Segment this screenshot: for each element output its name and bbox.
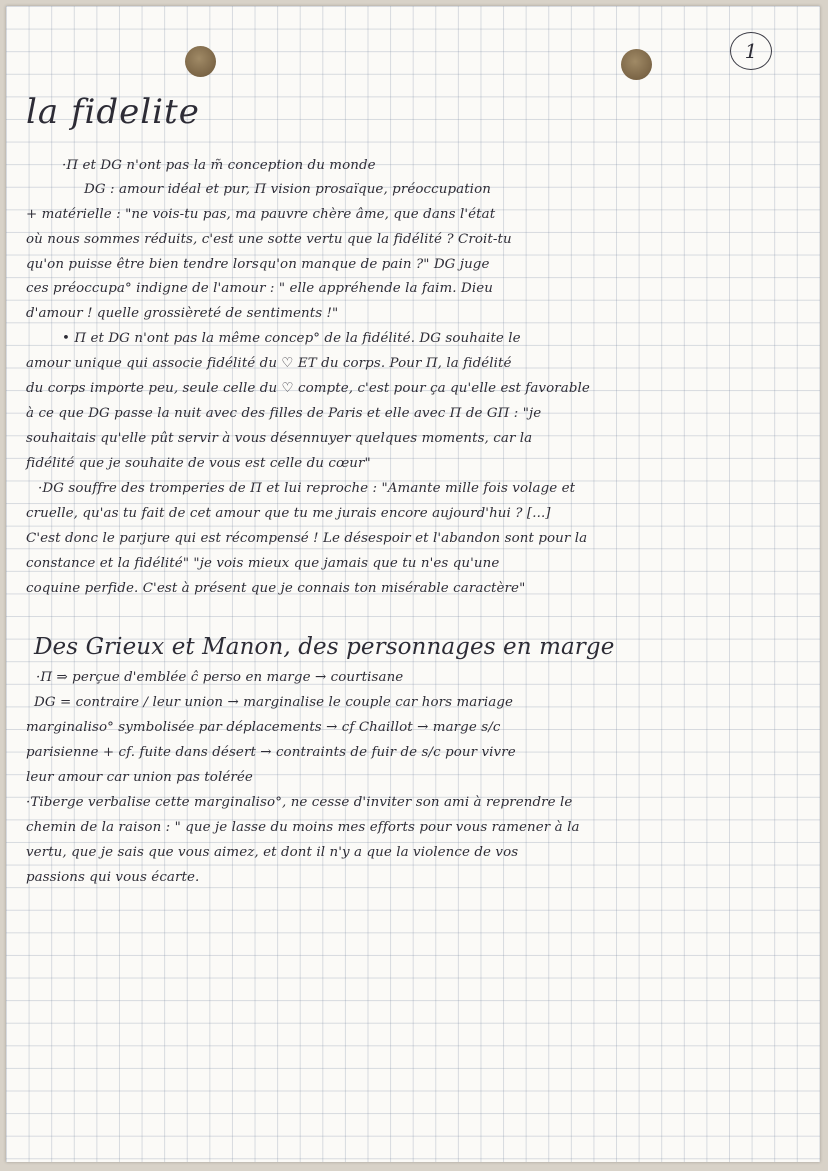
section-heading: Des Grieux et Manon, des personnages en marge [34, 634, 615, 660]
text-line: ·Π ⇒ perçue d'emblée ĉ perso en marge → courtisane [36, 670, 404, 685]
page-title: la fidelite [26, 92, 200, 132]
text-line: du corps importe peu, seule celle du ♡ compte, c'est pour ça qu'elle est favorable [26, 381, 590, 396]
text-line: chemin de la raison : " que je lasse du moins mes efforts pour vous ramener à la [26, 820, 580, 835]
text-line: + matérielle : "ne vois-tu pas, ma pauvre chère âme, que dans l'état [26, 207, 496, 222]
text-line: d'amour ! quelle grossièreté de sentiments !" [26, 306, 339, 321]
text-line: • Π et DG n'ont pas la même concep° de la fidélité. DG souhaite le [62, 331, 521, 346]
text-line: C'est donc le parjure qui est récompensé ! Le désespoir et l'abandon sont pour la [26, 531, 588, 546]
text-line: parisienne + cf. fuite dans désert → contraints de fuir de s/c pour vivre [26, 745, 516, 760]
text-line: DG = contraire / leur union → marginalise le couple car hors mariage [34, 695, 514, 710]
text-line: leur amour car union pas tolérée [26, 770, 253, 785]
text-line: coquine perfide. C'est à présent que je connais ton misérable caractère" [26, 581, 526, 596]
notebook-page [6, 6, 820, 1162]
text-line: où nous sommes réduits, c'est une sotte vertu que la fidélité ? Croit-tu [26, 232, 512, 247]
text-line: ·DG souffre des tromperies de Π et lui reproche : "Amante mille fois volage et [38, 481, 576, 496]
text-line: ces préoccupa° indigne de l'amour : " elle appréhende la faim. Dieu [26, 281, 493, 296]
binder-hole-right [621, 49, 652, 80]
text-line: souhaitais qu'elle pût servir à vous désennuyer quelques moments, car la [26, 431, 533, 446]
page-number: 1 [730, 32, 772, 70]
text-line: fidélité que je souhaite de vous est celle du cœur" [26, 456, 371, 471]
text-line: vertu, que je sais que vous aimez, et dont il n'y a que la violence de vos [26, 845, 519, 860]
text-line: DG : amour idéal et pur, Π vision prosaïque, préoccupation [84, 182, 491, 197]
text-line: à ce que DG passe la nuit avec des filles de Paris et elle avec Π de GΠ : "je [26, 406, 542, 421]
text-line: cruelle, qu'as tu fait de cet amour que tu me jurais encore aujourd'hui ? [...] [26, 506, 551, 521]
text-line: amour unique qui associe fidélité du ♡ ET du corps. Pour Π, la fidélité [26, 356, 512, 371]
text-line: ·Tiberge verbalise cette marginaliso°, ne cesse d'inviter son ami à reprendre le [26, 795, 573, 810]
text-line: qu'on puisse être bien tendre lorsqu'on manque de pain ?" DG juge [26, 257, 490, 272]
text-line: passions qui vous écarte. [26, 870, 200, 885]
text-line: ·Π et DG n'ont pas la m̃ conception du monde [62, 158, 376, 173]
text-line: constance et la fidélité" "je vois mieux que jamais que tu n'es qu'une [26, 556, 500, 571]
text-line: marginaliso° symbolisée par déplacements → cf Chaillot → marge s/c [26, 720, 501, 735]
binder-hole-left [185, 46, 216, 77]
